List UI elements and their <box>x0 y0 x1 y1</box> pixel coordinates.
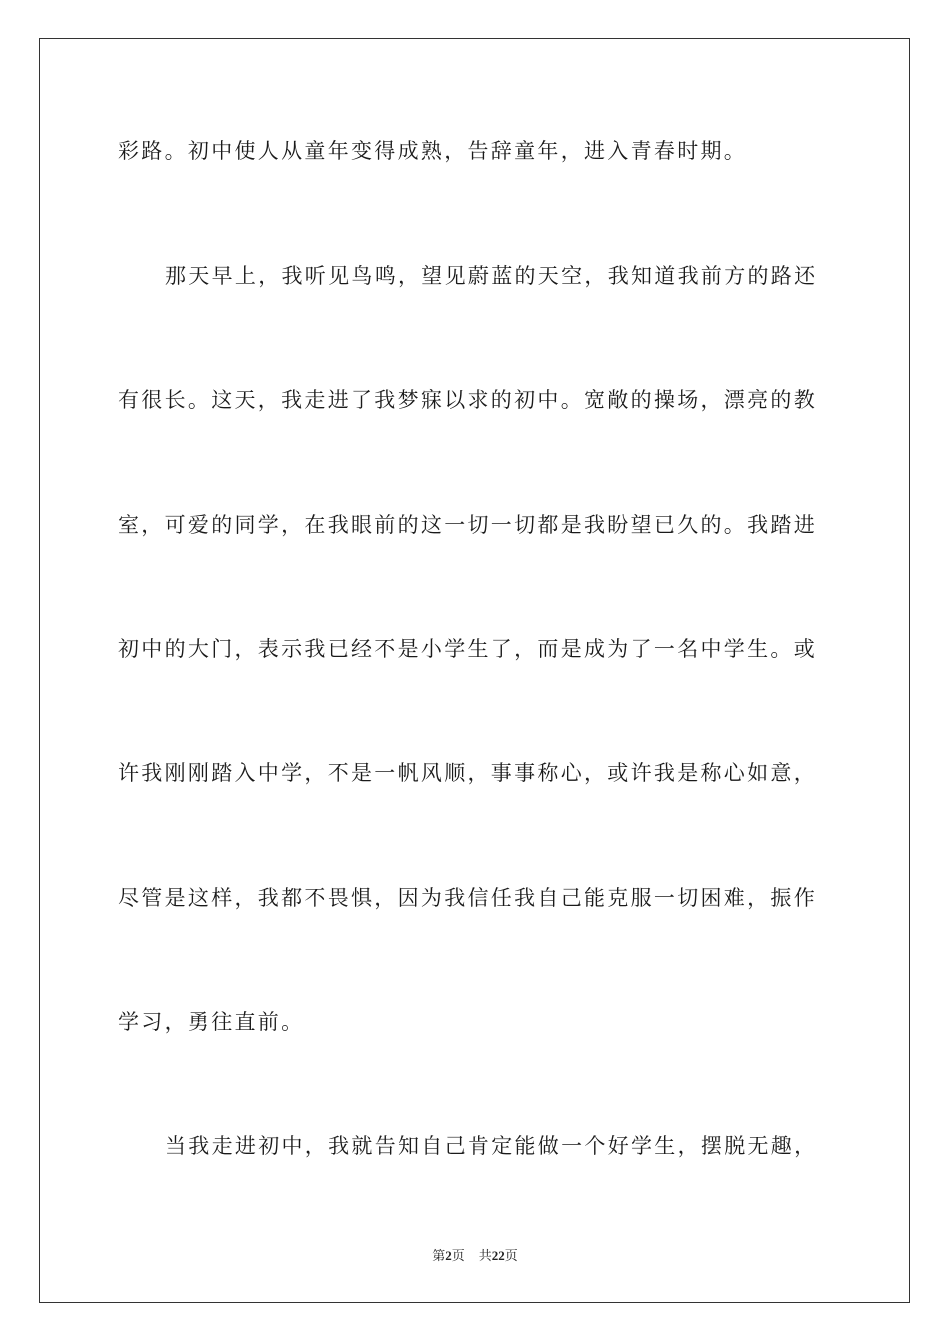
text-line-3: 有很长。这天，我走进了我梦寐以求的初中。宽敞的操场，漂亮的教 <box>118 388 817 412</box>
page-border <box>39 38 910 1303</box>
text-line-4: 室，可爱的同学，在我眼前的这一切一切都是我盼望已久的。我踏进 <box>118 513 817 537</box>
text-line-1: 彩路。初中使人从童年变得成熟，告辞童年，进入青春时期。 <box>118 139 748 163</box>
footer-total-suffix: 页 <box>504 1248 518 1263</box>
text-line-6: 许我刚刚踏入中学，不是一帆风顺，事事称心，或许我是称心如意， <box>118 761 817 785</box>
footer-total-prefix: 共 <box>478 1248 492 1263</box>
footer-page-prefix: 第 <box>432 1248 446 1263</box>
footer-page-suffix: 页 <box>451 1248 465 1263</box>
footer-total-pages: 22 <box>491 1248 505 1263</box>
footer-page-number: 2 <box>445 1248 452 1263</box>
page-footer <box>0 1247 950 1265</box>
text-line-7: 尽管是这样，我都不畏惧，因为我信任我自己能克服一切困难，振作 <box>118 886 817 910</box>
text-line-9: 当我走进初中，我就告知自己肯定能做一个好学生，摆脱无趣， <box>165 1134 818 1158</box>
text-line-2: 那天早上，我听见鸟鸣，望见蔚蓝的天空，我知道我前方的路还 <box>165 264 818 288</box>
text-line-5: 初中的大门，表示我已经不是小学生了，而是成为了一名中学生。或 <box>118 637 817 661</box>
text-line-8: 学习，勇往直前。 <box>118 1010 305 1034</box>
